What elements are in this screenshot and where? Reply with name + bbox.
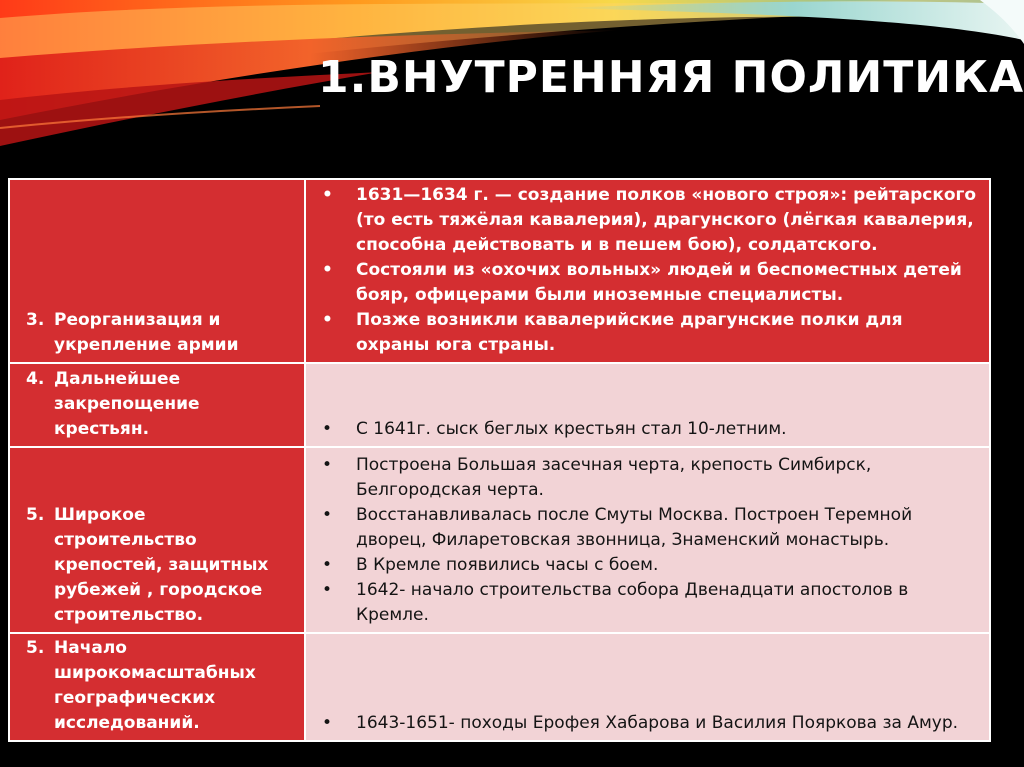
bullet-icon: •: [322, 713, 333, 733]
table-row: [9, 363, 990, 447]
row-number: 4.: [26, 369, 45, 389]
table-row: [9, 633, 990, 741]
row-label: Начало широкомасштабных географических исследований.: [54, 638, 256, 733]
row-label: Широкое строительство крепостей, защитных рубежей , городское строительство.: [54, 505, 269, 625]
bullet-icon: •: [322, 419, 333, 439]
row-content-cell: [305, 633, 990, 741]
row-label: Реорганизация и укрепление армии: [54, 310, 239, 355]
policy-table: [8, 178, 991, 742]
row-content-cell: [305, 363, 990, 447]
list-item: • 1643-1651- походы Ерофея Хабарова и Василия Пояркова за Амур.: [310, 711, 981, 736]
bullet-icon: •: [322, 580, 333, 600]
list-item: • С 1641г. сыск беглых крестьян стал 10-летним.: [310, 417, 981, 442]
bullet-icon: •: [322, 260, 333, 280]
row-label-cell: [9, 179, 305, 363]
bullet-icon: •: [322, 310, 333, 330]
row-content-cell: [305, 179, 990, 363]
page-title: 1.ВНУТРЕННЯЯ ПОЛИТИКА: [318, 52, 1024, 103]
table-row: [9, 447, 990, 633]
table-row: [9, 179, 990, 363]
row-label-cell: [9, 447, 305, 633]
bullet-icon: •: [322, 185, 333, 205]
bullet-icon: •: [322, 555, 333, 575]
list-item: • В Кремле появились часы с боем.: [310, 553, 981, 578]
row-content-cell: [305, 447, 990, 633]
row-label-cell: [9, 633, 305, 741]
list-item: • Состояли из «охочих вольных» людей и беспоместных детей бояр, офицерами были иноземные специалисты.: [322, 260, 962, 305]
list-item: • 1642- начало строительства собора Двенадцати апостолов в Кремле.: [322, 580, 909, 625]
bullet-icon: •: [322, 505, 333, 525]
list-item: • Позже возникли кавалерийские драгунские полки для охраны юга страны.: [322, 310, 903, 355]
row-number: 5.: [26, 505, 45, 525]
list-item: • Построена Большая засечная черта, крепость Симбирск, Белгородская черта.: [322, 455, 872, 500]
bullet-icon: •: [322, 455, 333, 475]
row-number: 3.: [26, 310, 45, 330]
row-number: 5.: [26, 638, 45, 658]
list-item: • Восстанавливалась после Смуты Москва. Построен Теремной дворец, Филаретовская звонница, Знаменский монастырь.: [322, 505, 913, 550]
row-label: Дальнейшее закрепощение крестьян.: [54, 369, 200, 439]
row-label-cell: [9, 363, 305, 447]
list-item: • 1631—1634 г. — создание полков «нового строя»: рейтарского (то есть тяжёлая кавалерия), драгунского (лёгкая кавалерия, способна действовать и в пешем бою), солдатского.: [322, 185, 977, 255]
